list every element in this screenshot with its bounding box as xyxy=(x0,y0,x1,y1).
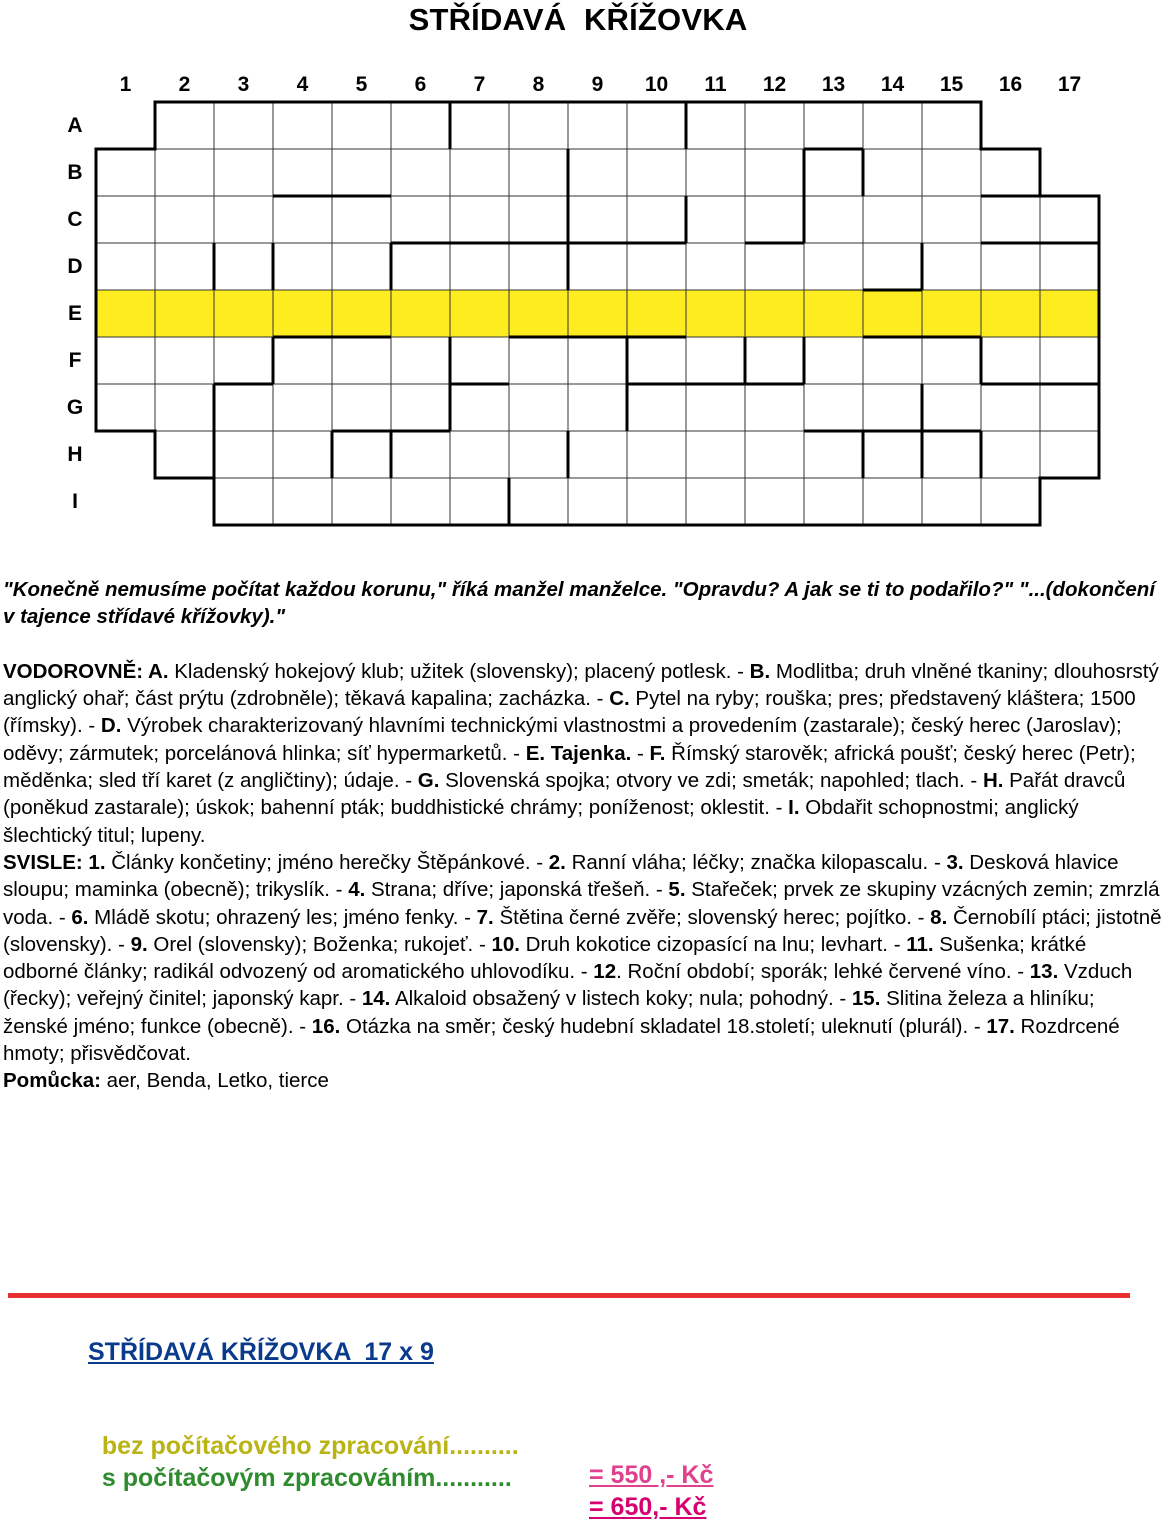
clue-label: 7. xyxy=(476,905,494,929)
offer-title: STŘÍDAVÁ KŘÍŽOVKA 17 x 9 xyxy=(88,1338,434,1366)
grid-cell[interactable] xyxy=(509,384,568,431)
clue-text: Ranní vláha; léčky; značka kilopascalu. - xyxy=(565,850,947,874)
clue-label: 16. xyxy=(311,1014,341,1038)
grid-cell[interactable] xyxy=(981,337,1040,384)
row-letter: I xyxy=(72,490,78,513)
grid-cell[interactable] xyxy=(922,243,981,290)
grid-cell[interactable] xyxy=(391,243,450,290)
clue-text: Druh kokotice cizopasící na lnu; levhart. - xyxy=(519,932,907,956)
column-number: 17 xyxy=(1057,73,1082,96)
grid-cell[interactable] xyxy=(686,384,745,431)
clue-label: VODOROVNĚ: A. xyxy=(3,659,169,683)
grid-cell[interactable] xyxy=(686,102,745,149)
grid-cell[interactable] xyxy=(686,337,745,384)
grid-cell[interactable] xyxy=(922,384,981,431)
grid-cell[interactable] xyxy=(1040,337,1099,384)
grid-cell[interactable] xyxy=(863,384,922,431)
column-number: 16 xyxy=(998,73,1023,96)
grid-cell[interactable] xyxy=(745,384,804,431)
grid-cell[interactable] xyxy=(450,478,509,525)
grid-cell[interactable] xyxy=(745,243,804,290)
clue-label: E. Tajenka. xyxy=(525,741,632,765)
grid-cell[interactable] xyxy=(332,431,391,478)
clue-label: C. xyxy=(609,687,630,711)
column-number: 13 xyxy=(821,73,846,96)
grid-cell[interactable] xyxy=(450,431,509,478)
text-block xyxy=(3,576,1165,1095)
clue-text: Strana; dříve; japonská třešeň. - xyxy=(365,878,669,902)
grid-cell[interactable] xyxy=(863,149,922,196)
grid-cell[interactable] xyxy=(509,102,568,149)
grid-cell[interactable] xyxy=(922,337,981,384)
grid-cell[interactable] xyxy=(450,384,509,431)
grid-cell[interactable] xyxy=(214,337,273,384)
clue-text: Výrobek charakterizovaný hlavními technickými vlastnostmi a provedením (zastarale); český herec (Jaroslav); oděvy; zármutek; porcelánová hlinka; síť hypermarketů. - xyxy=(3,714,1122,765)
grid-cell[interactable] xyxy=(332,196,391,243)
grid-cell[interactable] xyxy=(273,478,332,525)
grid-cell[interactable] xyxy=(863,243,922,290)
grid-cell[interactable] xyxy=(981,149,1040,196)
column-number: 14 xyxy=(880,73,905,96)
clue-label: 9. xyxy=(130,932,148,956)
clue-label: 5. xyxy=(668,878,686,902)
grid-cell[interactable] xyxy=(1040,196,1099,243)
grid-cell[interactable] xyxy=(568,102,627,149)
grid-cell[interactable] xyxy=(745,102,804,149)
row-letter: H xyxy=(67,443,83,466)
grid-cell[interactable] xyxy=(450,149,509,196)
column-number: 8 xyxy=(532,73,545,96)
divider-line xyxy=(8,1293,1130,1298)
grid-cell[interactable] xyxy=(273,149,332,196)
grid-cell[interactable] xyxy=(214,384,273,431)
clue-label: 2. xyxy=(548,850,566,874)
clue-label: SVISLE: 1. xyxy=(3,850,106,874)
column-number: 7 xyxy=(473,73,486,96)
grid-cell[interactable] xyxy=(568,384,627,431)
clues xyxy=(3,658,1165,1095)
row-letter: G xyxy=(66,396,84,419)
grid-cell[interactable] xyxy=(332,337,391,384)
row-letter: C xyxy=(67,208,83,231)
price-label: s počítačovým zpracováním........... xyxy=(101,1464,512,1492)
grid-cell[interactable] xyxy=(332,384,391,431)
grid-cell[interactable] xyxy=(568,149,627,196)
clue-text: . Roční období; sporák; lehké červené víno. - xyxy=(616,960,1030,984)
clue-text: Vzduch (řecky); veřejný činitel; japonský kapr. - xyxy=(3,960,1133,1011)
clue-label: D. xyxy=(100,714,122,738)
grid-cell[interactable] xyxy=(981,384,1040,431)
clue-label: 13. xyxy=(1029,960,1059,984)
clue-text: Slitina železa a hliníku; ženské jméno; funkce (obecně). - xyxy=(3,987,1095,1038)
clue-text: Alkaloid obsažený v listech koky; nula; pohodný. - xyxy=(390,987,852,1011)
grid-cell[interactable] xyxy=(155,384,214,431)
grid-cell[interactable] xyxy=(922,149,981,196)
grid-cell[interactable] xyxy=(391,196,450,243)
clue-text: Sušenka; krátké odborné články; radikál odvozený od aromatického uhlovodíku. - xyxy=(3,932,1087,984)
grid-cell[interactable] xyxy=(332,478,391,525)
clue-text: Kladenský hokejový klub; užitek (slovensky); placený potlesk. - xyxy=(168,659,750,683)
clue-text: Štětina černé zvěře; slovenský herec; pojítko. - xyxy=(493,905,931,929)
grid-cell[interactable] xyxy=(568,337,627,384)
column-number: 15 xyxy=(939,73,964,96)
grid-cell[interactable] xyxy=(509,337,568,384)
column-number: 5 xyxy=(355,73,368,96)
grid-cell[interactable] xyxy=(863,478,922,525)
clue-text: Články končetiny; jméno herečky Štěpánkové. - xyxy=(105,850,549,874)
clue-text: - xyxy=(631,741,650,765)
grid-cell[interactable] xyxy=(391,478,450,525)
grid-cell[interactable] xyxy=(627,196,686,243)
grid-cell[interactable] xyxy=(863,337,922,384)
clue-text: Modlitba; druh vlněné tkaniny; dlouhosrstý anglický ohař; část prýtu (zdrobněle); těkavá kapalina; zacházka. - xyxy=(3,659,1159,711)
grid-cell[interactable] xyxy=(1040,431,1099,478)
grid-cell[interactable] xyxy=(509,149,568,196)
row-letter: F xyxy=(68,349,82,372)
grid-cell[interactable] xyxy=(509,431,568,478)
grid-cell[interactable] xyxy=(745,431,804,478)
grid-cell[interactable] xyxy=(273,384,332,431)
grid-cell[interactable] xyxy=(273,337,332,384)
puzzle-title: STŘÍDAVÁ KŘÍŽOVKA xyxy=(408,2,748,37)
clue-text: Otázka na směr; český hudební skladatel 18.století; uleknutí (plurál). - xyxy=(340,1014,987,1038)
grid-cell[interactable] xyxy=(686,431,745,478)
grid-cell[interactable] xyxy=(804,431,863,478)
column-number: 9 xyxy=(591,73,604,96)
row-letter: E xyxy=(67,302,82,325)
clues-across xyxy=(3,658,1165,849)
column-number: 3 xyxy=(237,73,250,96)
grid-cell[interactable] xyxy=(155,337,214,384)
grid-cell[interactable] xyxy=(273,196,332,243)
grid-cell[interactable] xyxy=(863,196,922,243)
grid-cell[interactable] xyxy=(627,243,686,290)
row-letter: D xyxy=(67,255,83,278)
grid-cell[interactable] xyxy=(155,149,214,196)
grid-cell[interactable] xyxy=(686,243,745,290)
tajenka-row xyxy=(96,290,1099,337)
grid-cell[interactable] xyxy=(981,431,1040,478)
grid-cell[interactable] xyxy=(509,243,568,290)
column-number: 11 xyxy=(704,73,727,96)
hint xyxy=(3,1067,1165,1094)
clue-text: Desková hlavice sloupu; maminka (obecně); trikyslík. - xyxy=(3,850,1119,902)
clue-label: Pomůcka: xyxy=(3,1069,101,1093)
grid-cell[interactable] xyxy=(332,243,391,290)
grid-cell[interactable] xyxy=(804,149,863,196)
clue-label: 14. xyxy=(361,987,391,1011)
grid-cell[interactable] xyxy=(745,337,804,384)
grid-cell[interactable] xyxy=(273,243,332,290)
grid-cell[interactable] xyxy=(804,384,863,431)
price-value: = 650,- Kč xyxy=(589,1493,707,1521)
clue-label: 10. xyxy=(491,932,520,956)
grid-cell[interactable] xyxy=(686,149,745,196)
grid-cell[interactable] xyxy=(214,431,273,478)
row-letter: B xyxy=(67,161,83,184)
grid-cell[interactable] xyxy=(450,243,509,290)
grid-cell[interactable] xyxy=(391,102,450,149)
grid-cell[interactable] xyxy=(627,384,686,431)
grid-cell[interactable] xyxy=(96,384,155,431)
grid-cell[interactable] xyxy=(863,102,922,149)
row-letter: A xyxy=(67,114,83,137)
column-number: 10 xyxy=(644,73,669,96)
clue-label: 4. xyxy=(348,878,366,902)
clue-label: 12 xyxy=(593,960,617,984)
grid-cell[interactable] xyxy=(214,196,273,243)
crossword-grid xyxy=(0,0,1170,560)
grid-cell[interactable] xyxy=(627,337,686,384)
grid-cell[interactable] xyxy=(214,102,273,149)
column-number: 6 xyxy=(414,73,427,96)
grid-cell[interactable] xyxy=(155,102,214,149)
clue-label: 8. xyxy=(930,905,948,929)
column-number: 1 xyxy=(119,73,132,96)
grid-cell[interactable] xyxy=(155,243,214,290)
grid-cell[interactable] xyxy=(568,243,627,290)
grid-cell[interactable] xyxy=(568,478,627,525)
grid-cell[interactable] xyxy=(96,196,155,243)
grid-cell[interactable] xyxy=(96,149,155,196)
clue-text: Mládě skotu; ohrazený les; jméno fenky. - xyxy=(88,905,477,929)
price-label: bez počítačového zpracování.......... xyxy=(101,1432,519,1460)
clue-text: Slovenská spojka; otvory ve zdi; smeták; napohled; tlach. - xyxy=(439,769,983,793)
grid-cell[interactable] xyxy=(96,337,155,384)
clue-label: 3. xyxy=(946,850,964,874)
grid-cell[interactable] xyxy=(332,102,391,149)
grid-cell[interactable] xyxy=(450,196,509,243)
grid-cell[interactable] xyxy=(273,102,332,149)
clue-label: 6. xyxy=(71,905,89,929)
grid-cell[interactable] xyxy=(627,102,686,149)
grid-cell[interactable] xyxy=(922,102,981,149)
grid-cell[interactable] xyxy=(804,478,863,525)
grid-cell[interactable] xyxy=(627,431,686,478)
grid-cell[interactable] xyxy=(745,149,804,196)
clue-label: G. xyxy=(417,769,440,793)
grid-cell[interactable] xyxy=(214,478,273,525)
grid-cell[interactable] xyxy=(450,337,509,384)
clue-text: Římský starověk; africká poušť; český herec (Petr); měděnka; sled tří karet (z angličtiny); údaje. - xyxy=(3,741,1136,793)
grid-cell[interactable] xyxy=(922,431,981,478)
grid-cell[interactable] xyxy=(863,431,922,478)
grid-cell[interactable] xyxy=(686,478,745,525)
grid-cell[interactable] xyxy=(1040,384,1099,431)
grid-cell[interactable] xyxy=(391,384,450,431)
grid-cell[interactable] xyxy=(155,196,214,243)
clue-label: I. xyxy=(788,796,800,820)
column-number: 2 xyxy=(178,73,191,96)
clue-text: Stařeček; prvek ze skupiny vzácných zemin; zmrzlá voda. - xyxy=(3,878,1160,929)
clue-label: 11. xyxy=(906,932,934,956)
column-number: 12 xyxy=(762,73,787,96)
clue-label: F. xyxy=(649,741,666,765)
grid-cell[interactable] xyxy=(745,196,804,243)
clue-text: Rozdrcené hmoty; přisvědčovat. xyxy=(3,1014,1120,1066)
clues-down xyxy=(3,849,1165,1067)
grid-cell[interactable] xyxy=(273,431,332,478)
grid-cell[interactable] xyxy=(745,478,804,525)
clue-label: B. xyxy=(749,659,771,683)
grid-cell[interactable] xyxy=(804,196,863,243)
grid-cell[interactable] xyxy=(155,431,214,478)
grid-cell[interactable] xyxy=(686,196,745,243)
grid-cell[interactable] xyxy=(627,478,686,525)
column-number: 4 xyxy=(296,73,309,96)
grid-cell[interactable] xyxy=(214,243,273,290)
clue-text: Pytel na ryby; rouška; pres; představený kláštera; 1500 (římsky). - xyxy=(3,687,1136,738)
price-value: = 550 ,- Kč xyxy=(589,1461,714,1489)
grid-cell[interactable] xyxy=(922,478,981,525)
grid-cell[interactable] xyxy=(981,243,1040,290)
grid-cell[interactable] xyxy=(391,337,450,384)
grid-cell[interactable] xyxy=(509,478,568,525)
clue-label: H. xyxy=(982,769,1004,793)
clue-label: 15. xyxy=(851,987,881,1011)
clue-text: Černobílí ptáci; jistotně (slovensky). - xyxy=(3,905,1162,956)
grid-cell[interactable] xyxy=(804,243,863,290)
grid-cell[interactable] xyxy=(804,102,863,149)
clue-text: aer, Benda, Letko, tierce xyxy=(100,1069,329,1093)
grid-cell[interactable] xyxy=(804,337,863,384)
intro-joke: "Konečně nemusíme počítat každou korunu," říká manžel manželce. "Opravdu? A jak se ti to podařilo?" "...(dokončení v tajence střídavé křížovky)." xyxy=(3,578,1156,629)
grid-cell[interactable] xyxy=(568,196,627,243)
grid-cell[interactable] xyxy=(568,431,627,478)
grid-cell[interactable] xyxy=(981,196,1040,243)
grid-cell[interactable] xyxy=(450,102,509,149)
grid-cell[interactable] xyxy=(332,149,391,196)
grid-cell[interactable] xyxy=(391,149,450,196)
grid-cell[interactable] xyxy=(96,243,155,290)
grid-cell[interactable] xyxy=(509,196,568,243)
grid-cell[interactable] xyxy=(922,196,981,243)
grid-cell[interactable] xyxy=(627,149,686,196)
grid-cell[interactable] xyxy=(981,478,1040,525)
grid-cell[interactable] xyxy=(1040,243,1099,290)
grid-cell[interactable] xyxy=(214,149,273,196)
clue-label: 17. xyxy=(986,1014,1015,1038)
clue-text: Obdařit schopnostmi; anglický šlechtický titul; lupeny. xyxy=(3,796,1079,847)
clue-text: Orel (slovensky); Boženka; rukojeť. - xyxy=(147,932,492,956)
grid-cell[interactable] xyxy=(391,431,450,478)
clue-text: Pařát dravců (poněkud zastarale); úskok; bahenní pták; buddhistické chrámy; poníženost; oklestit. - xyxy=(3,769,1126,820)
